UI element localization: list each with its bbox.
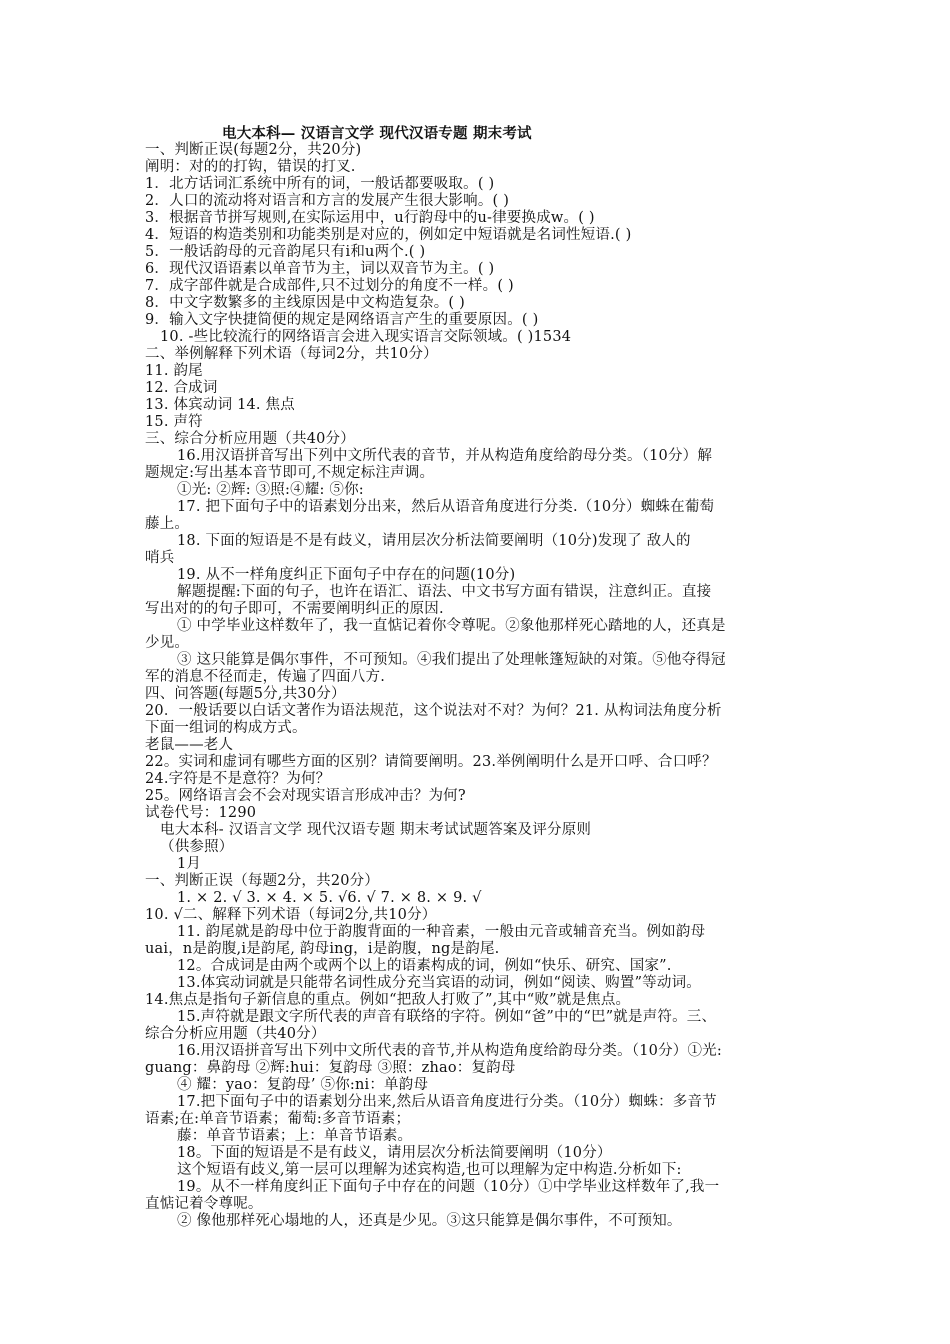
text-line: 藤：单音节语素；上：单音节语素。 <box>177 1128 413 1144</box>
text-line: 16.用汉语拼音写出下列中文所代表的音节，并从构造角度给韵母分类。（10分）解 <box>177 448 713 464</box>
text-line: 25。网络语言会不会对现实语言形成冲击？为何? <box>145 788 466 804</box>
text-line: 综合分析应用题（共40分） <box>145 1026 326 1042</box>
text-line: 三、综合分析应用题（共40分） <box>145 431 355 447</box>
text-line: 四、问答题(每题5分,共30分） <box>145 686 346 702</box>
text-line: ② 像他那样死心塌地的人，还真是少见。③这只能算是偶尔事件，不可预知。 <box>177 1213 682 1229</box>
text-line: ④ 耀：yao：复韵母’ ⑤你:ni：单韵母 <box>177 1077 429 1093</box>
text-line: 2．人口的流动将对语言和方言的发展产生很大影响。( ) <box>145 193 510 209</box>
text-line: 14.焦点是指句子新信息的重点。例如“把敌人打败了”,其中“败”就是焦点。 <box>145 992 631 1008</box>
text-line: 解题提醒:下面的句子，也许在语汇、语法、中文书写方面有错误，注意纠正。直接 <box>177 584 712 600</box>
document-title: 电大本科— 汉语言文学 现代汉语专题 期末考试 <box>222 125 532 142</box>
text-line: 13. 体宾动词 14. 焦点 <box>145 397 295 413</box>
text-line: 12. 合成词 <box>145 380 218 396</box>
text-line: 直惦记着令尊呢。 <box>145 1196 263 1212</box>
text-line: 10. √二、解释下列术语（每词2分,共10分） <box>145 907 437 923</box>
text-line: 一、判断正误(每题2分，共20分) <box>145 142 362 158</box>
text-line: ③ 这只能算是偶尔事件，不可预知。④我们提出了处理帐篷短缺的对策。⑤他夺得冠 <box>177 652 726 668</box>
text-line: 18. 下面的短语是不是有歧义，请用层次分析法简要阐明（10分)发现了 敌人的 <box>177 533 691 549</box>
text-line: 3．根据音节拼写规则,在实际运用中，u行韵母中的u-律要换成w。( ) <box>145 210 595 226</box>
text-line: 这个短语有歧义,第一层可以理解为述宾构造,也可以理解为定中构造.分析如下: <box>177 1162 682 1178</box>
text-line: 19. 从不一样角度纠正下面句子中存在的问题(10分) <box>177 567 516 583</box>
text-line: 17.把下面句子中的语素划分出来,然后从语音角度进行分类。（10分）蜘蛛：多音节 <box>177 1094 717 1110</box>
text-line: 12。合成词是由两个或两个以上的语素构成的词，例如“快乐、研究、国家”. <box>177 958 672 974</box>
text-line: 16.用汉语拼音写出下列中文所代表的音节,并从构造角度给韵母分类。（10分）①光: <box>177 1043 722 1059</box>
text-line: 11. 韵尾 <box>145 363 203 379</box>
text-line: 写出对的的句子即可，不需要阐明纠正的原因. <box>145 601 444 617</box>
text-line: 24.字符是不是意符？为何？ <box>145 771 331 787</box>
text-line: 10. -些比较流行的网络语言会进入现实语言交际领域。( )1534 <box>160 329 572 345</box>
text-line: 试卷代号：1290 <box>145 805 257 821</box>
text-line: 17. 把下面句子中的语素划分出来，然后从语音角度进行分类.（10分）蜘蛛在葡萄 <box>177 499 715 515</box>
text-line: 7．成字部件就是合成部件,只不过划分的角度不一样。( ) <box>145 278 514 294</box>
text-line: 1. × 2. √ 3. × 4. × 5. √6. √ 7. × 8. × 9. √ <box>177 890 482 906</box>
text-line: 藤上。 <box>145 516 190 532</box>
text-line: 1．北方话词汇系统中所有的词，一般话都要吸取。( ) <box>145 176 495 192</box>
text-line: 8．中文字数繁多的主线原因是中文构造复杂。( ) <box>145 295 465 311</box>
text-line: 15.声符就是跟文字所代表的声音有联络的字符。例如“爸”中的“巴”就是声符。三、 <box>177 1009 717 1025</box>
text-line: 哨兵 <box>145 550 175 566</box>
text-line: ①光: ②辉: ③照:④耀: ⑤你: <box>177 482 364 498</box>
text-line: 题规定:写出基本音节即可,不规定标注声调。 <box>145 465 435 481</box>
text-line: 22。实词和虚词有哪些方面的区别？请简要阐明。23.举例阐明什么是开口呼、合口呼？ <box>145 754 717 770</box>
text-line: 下面一组词的构成方式。 <box>145 720 307 736</box>
text-line: 13.体宾动词就是只能带名词性成分充当宾语的动词，例如“阅读、购置”等动词。 <box>177 975 701 991</box>
text-line: 19。从不一样角度纠正下面句子中存在的问题（10分）①中学毕业这样数年了,我一 <box>177 1179 720 1195</box>
text-line: 5．一般话韵母的元音韵尾只有i和u两个.( ) <box>145 244 426 260</box>
text-line: uai，n是韵腹,i是韵尾, 韵母ing，i是韵腹，ng是韵尾. <box>145 941 500 957</box>
text-line: 4．短语的构造类别和功能类别是对应的，例如定中短语就是名词性短语.( ) <box>145 227 632 243</box>
text-line: 20．一般话要以白话文著作为语法规范，这个说法对不对？为何？21. 从构词法角度分析 <box>145 703 722 719</box>
text-line: 6．现代汉语语素以单音节为主，词以双音节为主。( ) <box>145 261 495 277</box>
text-line: 9．输入文字快捷简便的规定是网络语言产生的重要原因。( ) <box>145 312 539 328</box>
text-line: 语素;在:单音节语素；葡萄:多音节语素； <box>145 1111 411 1127</box>
text-line: 少见。 <box>145 635 190 651</box>
text-line: 1月 <box>177 856 202 872</box>
text-line: 电大本科- 汉语言文学 现代汉语专题 期末考试试题答案及评分原则 <box>160 822 592 838</box>
text-line: 阐明：对的的打钩，错误的打叉. <box>145 159 356 175</box>
text-line: 11. 韵尾就是韵母中位于韵腹背面的一种音素，一般由元音或辅音充当。例如韵母 <box>177 924 706 940</box>
text-line: 一、判断正误（每题2分，共20分） <box>145 873 380 889</box>
text-line: 军的消息不径而走，传遍了四面八方. <box>145 669 386 685</box>
text-line: （供参照） <box>160 839 234 855</box>
text-line: 18。下面的短语是不是有歧义，请用层次分析法简要阐明（10分） <box>177 1145 612 1161</box>
text-line: 15. 声符 <box>145 414 203 430</box>
text-line: 二、举例解释下列术语（每词2分，共10分） <box>145 346 438 362</box>
text-line: ① 中学毕业这样数年了，我一直惦记着你令尊呢。②象他那样死心踏地的人，还真是 <box>177 618 726 634</box>
text-line: guang：鼻韵母 ②辉:hui：复韵母 ③照：zhao：复韵母 <box>145 1060 516 1076</box>
text-line: 老鼠——老人 <box>145 737 234 753</box>
